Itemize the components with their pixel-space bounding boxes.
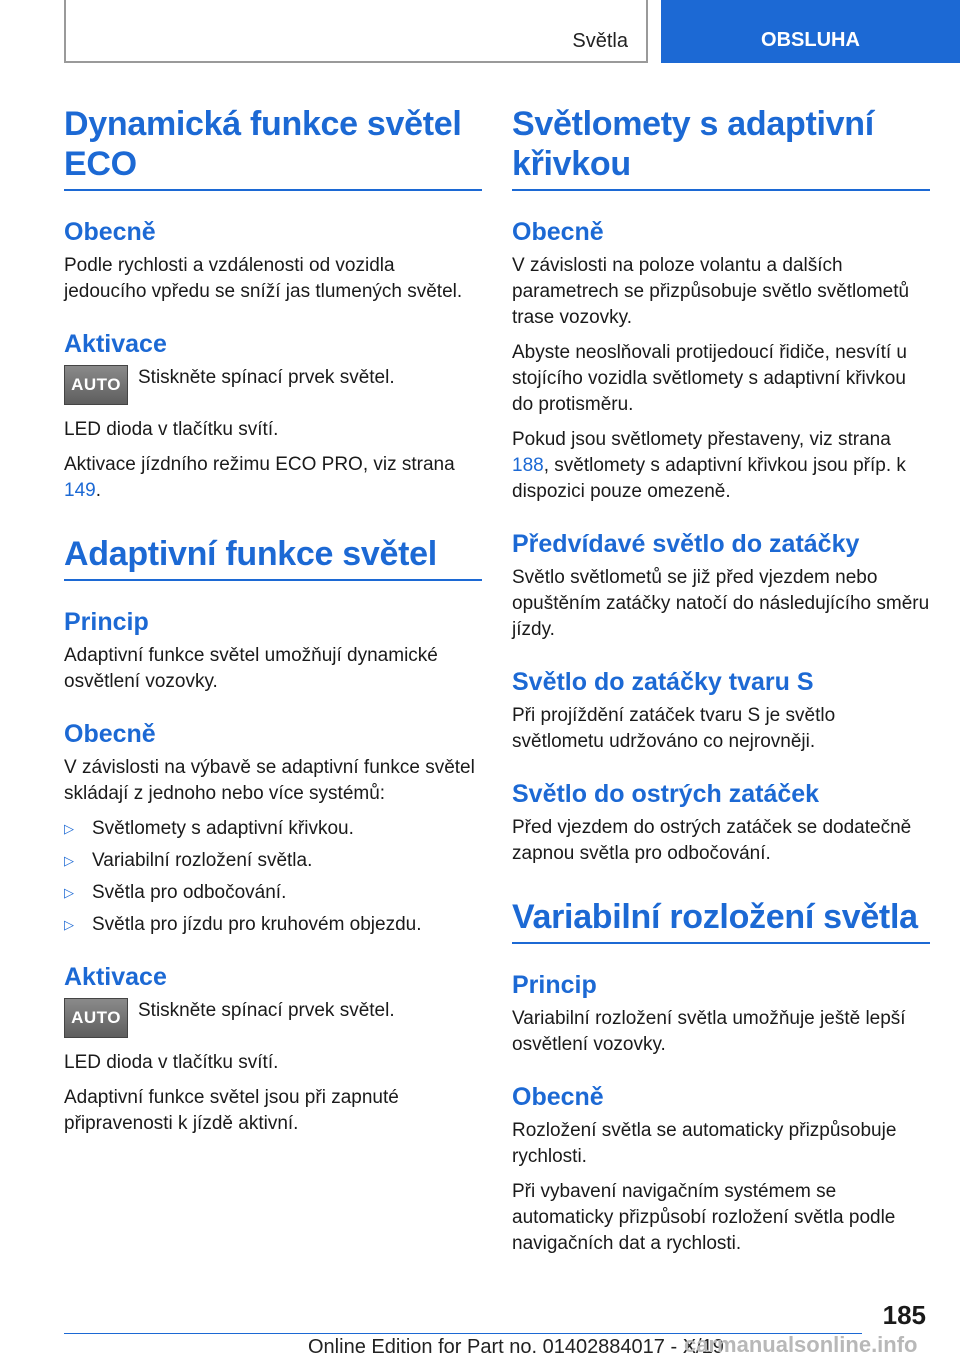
left-column <box>64 104 482 1146</box>
heading-sharp-curve: Světlo do ostrých zatáček <box>512 780 820 808</box>
heading-s-curve: Světlo do zatáčky tvaru S <box>512 668 814 696</box>
systems-list <box>64 816 482 938</box>
triangle-bullet-icon: ▷ <box>64 853 74 868</box>
list-item: ▷ Světlomety s adaptivní křivkou. <box>64 816 482 842</box>
curve-general-p3: Pokud jsou světlomety přestaveny, viz strana 188, světlomety s adaptivní křivkou jsou příp. k dispozici pouze omezeně. <box>512 429 906 502</box>
variable-general-p1: Rozložení světla se automaticky přizpůsobuje rychlosti. <box>512 1120 897 1167</box>
eco-mode-text: Aktivace jízdního režimu ECO PRO, viz strana 149. <box>64 454 455 501</box>
footer-brand-watermark: carmanualsonline.info <box>684 1332 918 1357</box>
variable-principle-text: Variabilní rozložení světla umožňuje ještě lepší osvětlení vozovky. <box>512 1008 906 1055</box>
principle-text: Adaptivní funkce světel umožňují dynamické osvětlení vozovky. <box>64 645 438 692</box>
heading-principle: Princip <box>64 608 149 636</box>
header-box <box>64 0 648 63</box>
heading-curve: Světlomety s adaptivní křivkou <box>512 104 930 191</box>
header-section-title: Světla <box>572 30 628 52</box>
led-text: LED dioda v tlačítku svítí. <box>64 1052 279 1073</box>
heading-eco-activation: Aktivace <box>64 330 167 358</box>
triangle-bullet-icon: ▷ <box>64 821 74 836</box>
sharp-curve-text: Před vjezdem do ostrých zatáček se dodatečně zapnou světla pro odbočování. <box>512 817 912 864</box>
list-item: ▷ Variabilní rozložení světla. <box>64 848 482 874</box>
heading-eco: Dynamická funkce světel ECO <box>64 104 482 191</box>
page-link-149[interactable]: 149 <box>64 480 96 501</box>
s-curve-text: Při projíždění zatáček tvaru S je světlo světlometu udržováno co nejrovněji. <box>512 705 836 752</box>
heading-eco-general: Obecně <box>64 218 156 246</box>
activation-row <box>64 998 482 1038</box>
predictive-text: Světlo světlometů se již před vjezdem nebo opuštěním zatáčky natočí do následujícího směru jízdy. <box>512 567 930 640</box>
activation-text: Stiskněte spínací prvek světel. <box>138 1000 395 1021</box>
curve-general-p1: V závislosti na poloze volantu a dalších parametrech se přizpůsobuje světlo světlometů trase vozovky. <box>512 255 910 328</box>
heading-adaptive: Adaptivní funkce světel <box>64 534 482 581</box>
heading-variable-principle: Princip <box>512 971 597 999</box>
heading-variable: Variabilní rozložení světla <box>512 897 930 944</box>
curve-general-p2: Abyste neoslňovali protijedoucí řidiče, nesvítí u stojícího vozidla světlomety s adaptivní křivkou do protisměru. <box>512 342 907 415</box>
list-item: ▷ Světla pro odbočování. <box>64 880 482 906</box>
footer-edition: Online Edition for Part no. 01402884017 - X/19 <box>308 1336 724 1358</box>
eco-general-text: Podle rychlosti a vzdálenosti od vozidla jedoucího vpředu se sníží jas tlumených světel. <box>64 255 463 302</box>
triangle-bullet-icon: ▷ <box>64 917 74 932</box>
eco-activation-row <box>64 365 482 405</box>
page-number: 185 <box>882 1300 926 1330</box>
triangle-bullet-icon: ▷ <box>64 885 74 900</box>
heading-variable-general: Obecně <box>512 1083 604 1111</box>
heading-curve-general: Obecně <box>512 218 604 246</box>
eco-led-text: LED dioda v tlačítku svítí. <box>64 419 279 440</box>
general-text: V závislosti na výbavě se adaptivní funkce světel skládají z jednoho nebo více systémů: <box>64 757 475 804</box>
variable-general-p2: Při vybavení navigačním systémem se automaticky přizpůsobí rozložení světla podle navigačních dat a rychlosti. <box>512 1181 896 1254</box>
header-chapter-tab: OBSLUHA <box>661 0 960 63</box>
ready-text: Adaptivní funkce světel jsou při zapnuté připravenosti k jízdě aktivní. <box>64 1087 399 1134</box>
page-link-188[interactable]: 188 <box>512 455 544 476</box>
heading-general: Obecně <box>64 720 156 748</box>
list-item: ▷ Světla pro jízdu pro kruhovém objezdu. <box>64 912 482 938</box>
heading-predictive: Předvídavé světlo do zatáčky <box>512 530 860 558</box>
auto-button-icon: AUTO <box>64 365 128 405</box>
auto-button-icon: AUTO <box>64 998 128 1038</box>
right-column <box>512 104 930 1266</box>
eco-activation-text: Stiskněte spínací prvek světel. <box>138 367 395 388</box>
heading-activation: Aktivace <box>64 963 167 991</box>
